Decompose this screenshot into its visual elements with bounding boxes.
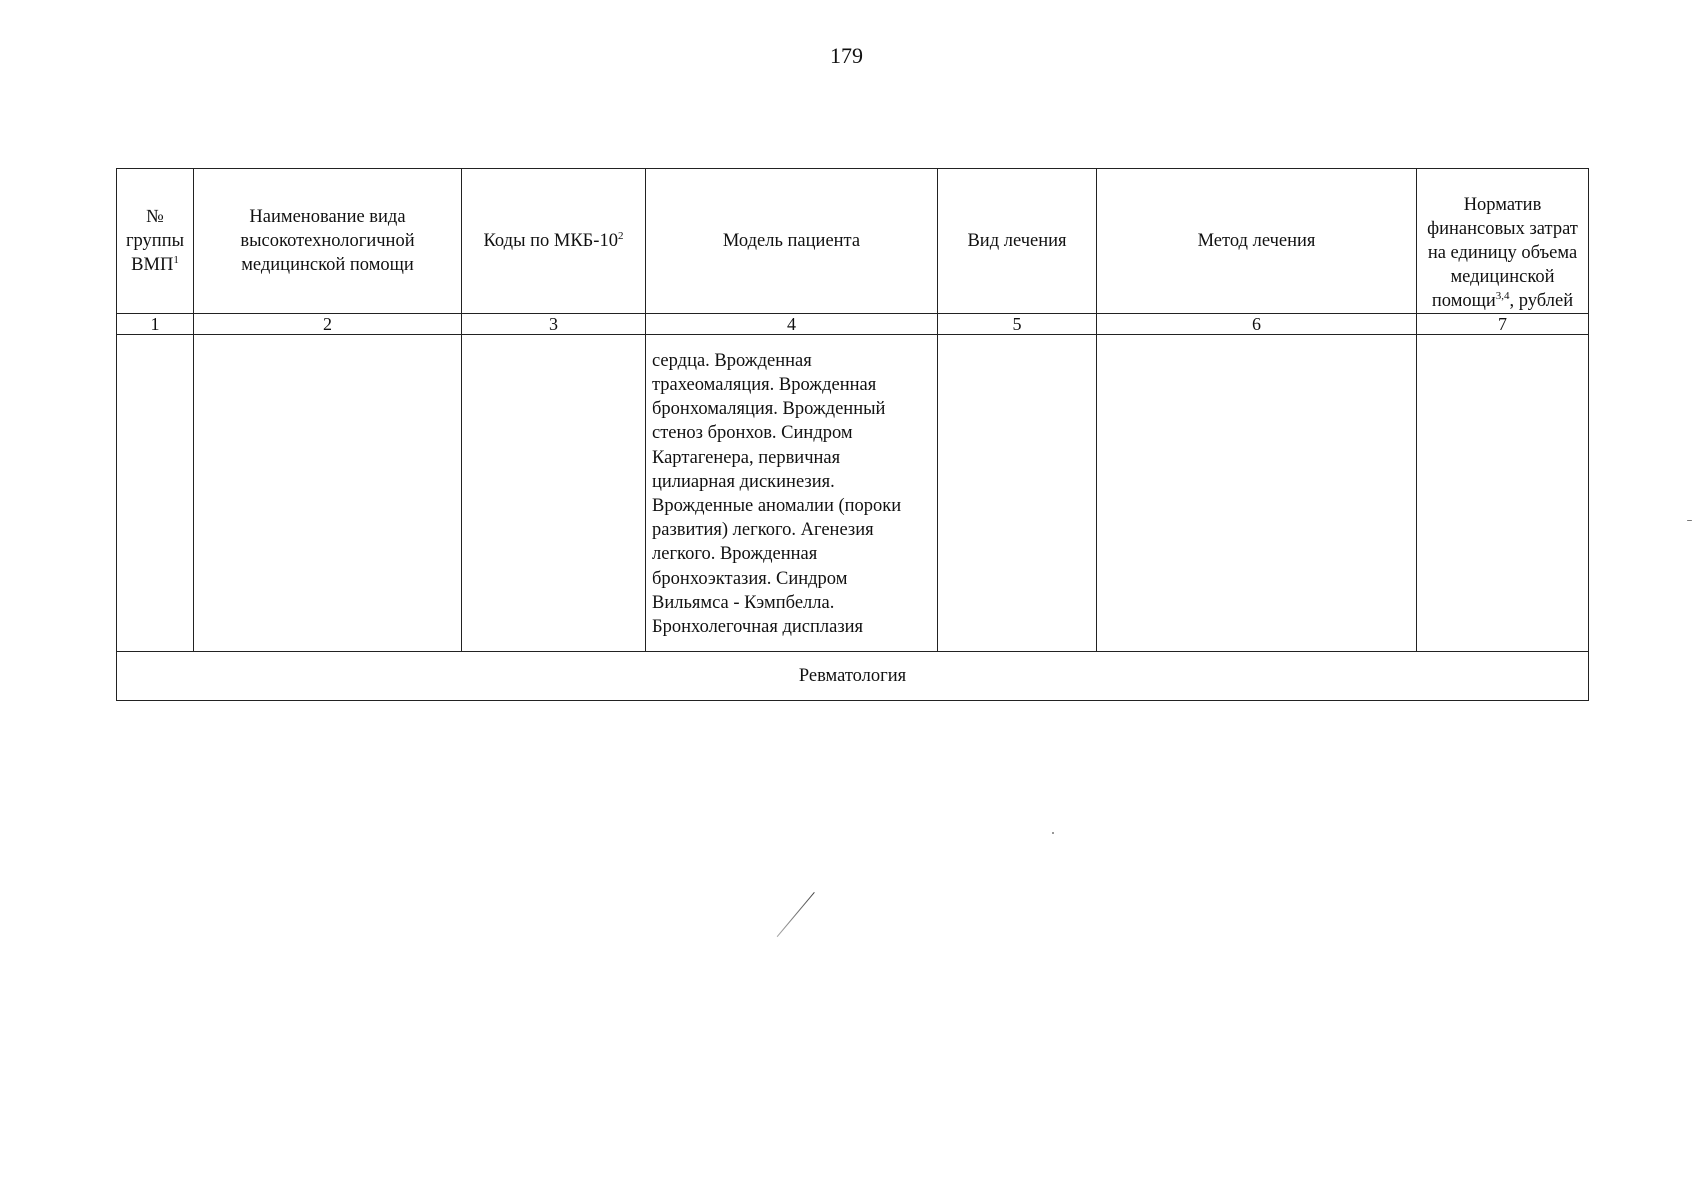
model-line: трахеомаляция. Врожденная	[652, 374, 877, 395]
cell-treatment-type	[938, 335, 1097, 652]
column-number: 2	[194, 314, 462, 335]
column-number: 1	[117, 314, 194, 335]
header-treatment-type: Вид лечения	[938, 169, 1097, 314]
page-number: 179	[830, 43, 863, 68]
model-line: Врожденные аномалии (пороки	[652, 496, 902, 516]
model-line: Бронхолегочная дисплазия	[652, 617, 864, 638]
header-patient-model: Модель пациента	[646, 169, 938, 314]
model-line: бронхоэктазия. Синдром	[652, 568, 848, 589]
cell-group-number	[117, 335, 194, 652]
column-number: 5	[938, 314, 1097, 335]
scan-speck	[1052, 832, 1054, 834]
model-line: цилиарная дискинезия.	[652, 471, 835, 492]
scan-speck	[1687, 520, 1692, 521]
model-line: стеноз бронхов. Синдром	[652, 423, 853, 444]
model-line: Картагенера, первичная	[652, 447, 841, 468]
column-number: 6	[1097, 314, 1417, 335]
vmp-table	[116, 168, 1589, 701]
header-treatment-method: Метод лечения	[1097, 169, 1417, 314]
section-heading-row	[117, 652, 1589, 701]
model-line: развития) легкого. Агенезия	[652, 520, 874, 541]
cell-treatment-method	[1097, 335, 1417, 652]
cell-care-type-name	[194, 335, 462, 652]
column-number: 4	[646, 314, 938, 335]
header-cost-standard: Норматив финансовых затрат на единицу объема медицинской помощи$^{3,4}$, рублей	[1417, 169, 1589, 314]
cell-cost-standard	[1417, 335, 1589, 652]
column-number: 7	[1417, 314, 1589, 335]
model-line: легкого. Врожденная	[652, 544, 818, 565]
column-number-row	[117, 314, 1589, 335]
header-group-number: № группы ВМП$^1$	[117, 169, 194, 314]
table-header-row	[117, 169, 1589, 314]
model-line: Вильямса - Кэмпбелла.	[652, 592, 835, 613]
pen-mark	[777, 892, 815, 937]
cell-icd-codes	[462, 335, 646, 652]
header-icd-codes: Коды по МКБ-$10^2$	[462, 169, 646, 314]
section-title: Ревматология	[117, 652, 1589, 701]
header-care-type-name: Наименование вида высокотехнологичной медицинской помощи	[194, 169, 462, 314]
table-row	[117, 335, 1589, 652]
column-number: 3	[462, 314, 646, 335]
model-line: сердца. Врожденная	[652, 350, 812, 371]
cell-patient-model	[646, 335, 938, 652]
model-line: бронхомаляция. Врожденный	[652, 399, 886, 420]
